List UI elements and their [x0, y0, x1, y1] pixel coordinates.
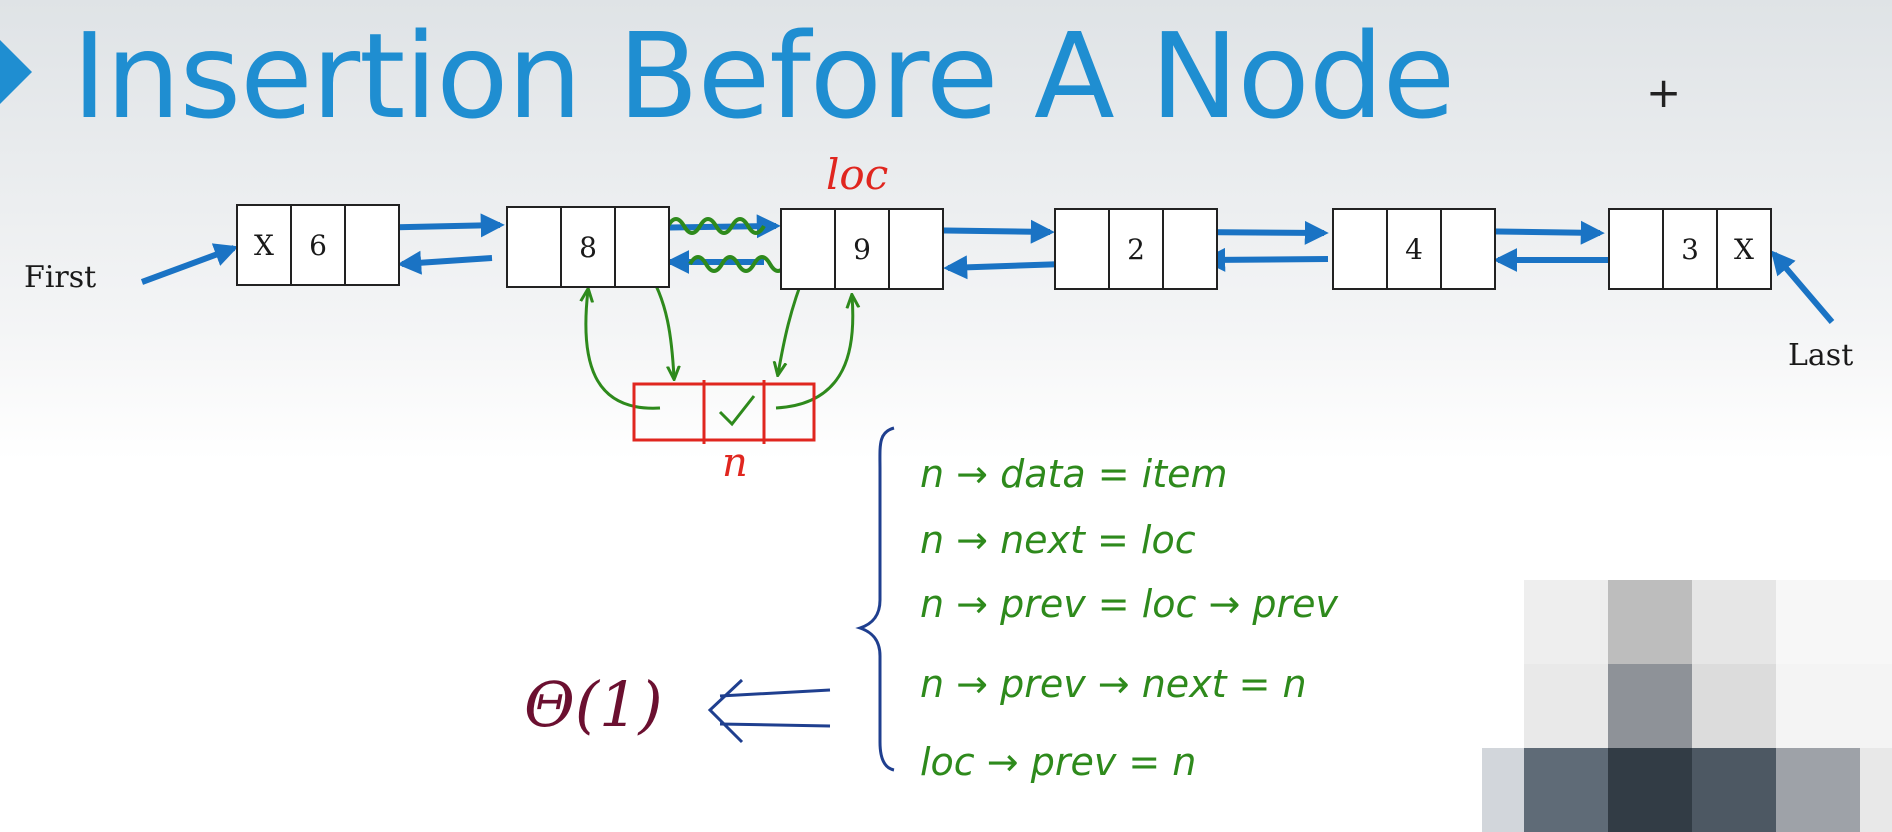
- statement-line: n → prev = loc → prev: [920, 582, 1338, 626]
- prev-cell: [1334, 210, 1388, 288]
- next-cell: [616, 208, 668, 286]
- implies-arrow-head-icon: [710, 680, 742, 742]
- next-cell: [1164, 210, 1216, 288]
- statement-line: loc → prev = n: [920, 740, 1197, 784]
- prev-cell: [1610, 210, 1664, 288]
- crosshair-cursor-icon: +: [1646, 68, 1682, 117]
- list-node-2: [506, 206, 670, 288]
- last-pointer-label: Last: [1788, 338, 1854, 373]
- prev-cell: X: [238, 206, 292, 284]
- prev-link-arrow: [402, 258, 492, 264]
- first-pointer-arrow: [142, 248, 234, 282]
- list-node-1: [236, 204, 400, 286]
- statement-line: n → prev → next = n: [920, 662, 1307, 706]
- checkmark-icon: [720, 396, 754, 424]
- next-cell: [890, 210, 942, 288]
- next-cell: [346, 206, 398, 284]
- next-cell: X: [1734, 232, 1754, 266]
- data-cell: 3: [1664, 210, 1718, 288]
- implies-arrow: [720, 690, 830, 726]
- next-cell: [1442, 210, 1494, 288]
- data-cell: 6: [292, 206, 346, 284]
- slide-title: Insertion Before A Node: [72, 7, 1455, 145]
- statement-line: n → data = item: [920, 452, 1228, 496]
- prev-link-arrow: [1206, 259, 1328, 260]
- first-pointer-label: First: [24, 260, 97, 295]
- list-node-5: [1332, 208, 1496, 290]
- data-cell: 9: [836, 210, 890, 288]
- prev-cell: [508, 208, 562, 286]
- new-node-label: n: [722, 440, 748, 486]
- data-cell: 2: [1110, 210, 1164, 288]
- prev-link-arrow: [948, 264, 1064, 268]
- loc-label: loc: [826, 150, 889, 199]
- list-node-6: [1608, 208, 1772, 290]
- complexity-label: Θ(1): [524, 668, 663, 741]
- n-prev-to-loc-prev-arrow: [586, 290, 660, 408]
- statement-line: n → next = loc: [920, 518, 1196, 562]
- curly-brace: [860, 428, 894, 770]
- last-pointer-arrow: [1774, 254, 1832, 322]
- data-cell: 4: [1388, 210, 1442, 288]
- pixelated-webcam-overlay: [1482, 580, 1892, 832]
- new-node-box: [634, 380, 814, 444]
- list-node-4: [1054, 208, 1218, 290]
- prev-cell: [782, 210, 836, 288]
- list-node-3-loc: [780, 208, 944, 290]
- prev-cell: [1056, 210, 1110, 288]
- data-cell: 8: [562, 208, 616, 286]
